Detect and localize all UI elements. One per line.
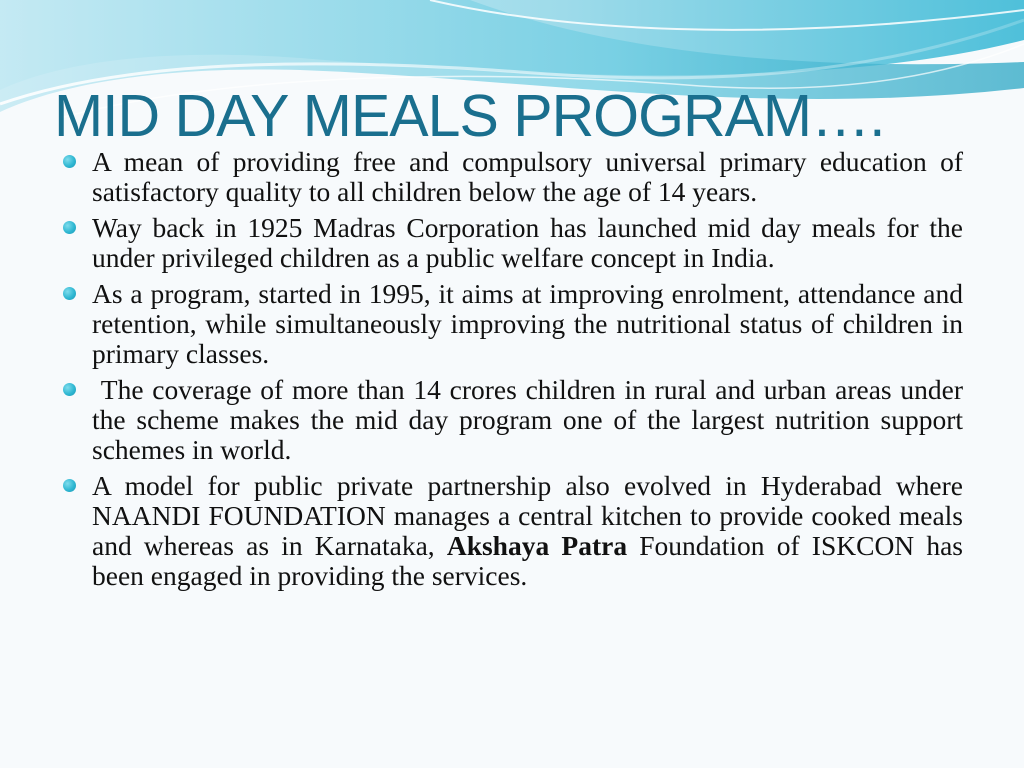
bullet-item bbox=[60, 213, 963, 273]
round-bullet-icon bbox=[63, 479, 76, 492]
round-bullet-icon bbox=[63, 287, 76, 300]
bullet-text-part: Foundation of ISKCON has been engaged in providing the services. bbox=[92, 530, 963, 591]
round-bullet-icon bbox=[63, 383, 76, 396]
round-bullet-icon bbox=[63, 221, 76, 234]
bullet-item bbox=[60, 471, 963, 591]
bullet-item bbox=[60, 147, 963, 207]
bullet-list bbox=[60, 146, 970, 597]
bullet-text bbox=[92, 471, 963, 591]
bullet-text: Way back in 1925 Madras Corporation has launched mid day meals for the under privileged children as a public welfare concept in India. bbox=[92, 212, 963, 273]
bullet-text: The coverage of more than 14 crores children in rural and urban areas under the scheme makes the mid day program one of the largest nutrition support schemes in world. bbox=[92, 374, 970, 465]
bullet-item bbox=[60, 279, 963, 369]
bullet-text: As a program, started in 1995, it aims at improving enrolment, attendance and retention, while simultaneously improving the nutritional status of children in primary classes. bbox=[92, 278, 963, 369]
bullet-item bbox=[60, 374, 970, 465]
bold-organization-name: Akshaya Patra bbox=[446, 530, 628, 561]
bullet-text: A mean of providing free and compulsory universal primary education of satisfactory quality to all children below the age of 14 years. bbox=[92, 146, 963, 207]
bullet-text-part: A model for public private partnership also evolved in Hyderabad where NAANDI FOUNDATION manages a central kitchen to provide cooked meals and whereas as in Karnataka, bbox=[92, 470, 963, 561]
slide-title: MID DAY MEALS PROGRAM…. bbox=[54, 83, 885, 149]
round-bullet-icon bbox=[63, 155, 76, 168]
